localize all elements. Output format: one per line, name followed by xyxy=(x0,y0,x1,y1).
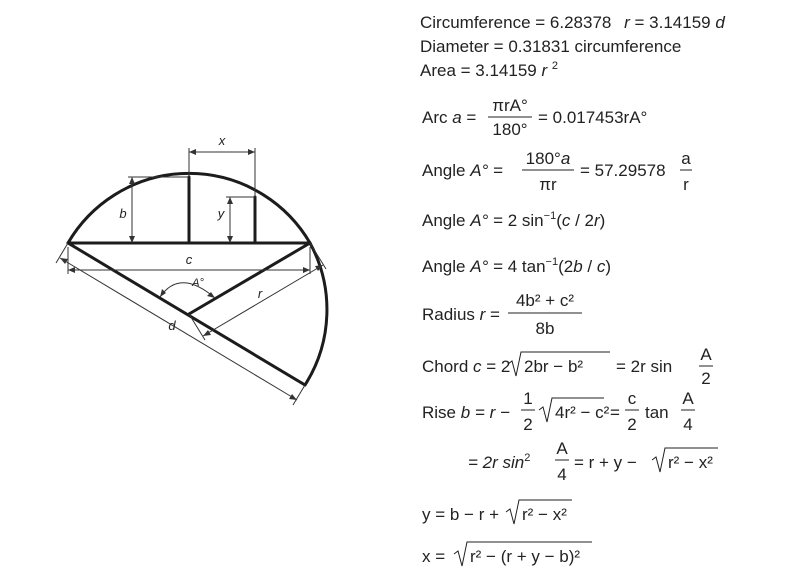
svg-text:Angle A° =: Angle A° = xyxy=(422,161,503,180)
svg-text:a: a xyxy=(681,149,691,168)
svg-text:4b² + c²: 4b² + c² xyxy=(515,291,575,310)
radius-formula xyxy=(422,291,582,338)
label-y: y xyxy=(217,206,225,221)
svg-text:4: 4 xyxy=(683,415,693,434)
svg-text:A: A xyxy=(682,389,694,408)
svg-text:Arc a =: Arc a = xyxy=(422,108,477,127)
svg-text:4: 4 xyxy=(557,465,567,484)
area-formula: Area = 3.14159 r $^2$ xyxy=(420,60,558,80)
circumference-formula: Circumference = 6.28378 r = 3.14159 d xyxy=(420,13,725,32)
svg-text:= 57.29578: = 57.29578 xyxy=(580,161,666,180)
label-b: b xyxy=(119,206,127,221)
svg-text:Chord c = 2: Chord c = 2 xyxy=(422,357,511,376)
svg-text:Radius r =: Radius r = xyxy=(422,305,500,324)
svg-text:r² − (r + y − b)²: r² − (r + y − b)² xyxy=(470,547,581,566)
chord-formula xyxy=(422,345,713,388)
svg-text:c: c xyxy=(627,389,637,408)
label-r: r xyxy=(257,286,263,301)
svg-text:= 2r sin2: = 2r $\sin^2$ xyxy=(468,452,531,472)
svg-text:πr: πr xyxy=(539,175,557,194)
svg-text:Rise b = r −: Rise b = r − xyxy=(422,403,510,422)
svg-text:1: 1 xyxy=(523,389,533,408)
svg-text:2br − b²: 2br − b² xyxy=(524,357,584,376)
svg-text:tan: tan xyxy=(645,403,669,422)
svg-text:r: r xyxy=(683,175,689,194)
svg-text:r² − x²: r² − x² xyxy=(668,453,713,472)
arc-formula xyxy=(422,96,647,139)
svg-text:180°a: 180°a xyxy=(525,149,571,168)
svg-text:= 0.017453rA°: = 0.017453rA° xyxy=(538,108,648,127)
x-formula xyxy=(422,542,592,566)
rise-formula xyxy=(422,389,695,434)
diameter-formula: Diameter = 0.31831 circumference xyxy=(420,37,682,56)
svg-text:180°: 180° xyxy=(492,120,528,139)
svg-text:8b: 8b xyxy=(535,319,555,338)
svg-text:= 2r sin: = 2r sin xyxy=(616,357,673,376)
angle-formula-1 xyxy=(422,149,692,194)
svg-text:2: 2 xyxy=(701,369,711,388)
svg-text:A: A xyxy=(700,345,712,364)
label-x: x xyxy=(218,133,226,148)
rise-formula-continued xyxy=(468,439,718,484)
svg-text:= r + y −: = r + y − xyxy=(574,453,637,472)
y-formula xyxy=(422,500,572,524)
svg-text:A: A xyxy=(556,439,568,458)
svg-text:x =: x = xyxy=(422,547,446,566)
label-angle: A° xyxy=(192,277,204,289)
svg-text:=: = xyxy=(610,403,620,422)
angle-formula-2: Angle A° = 2 $\sin^{-1}(c / 2r)$ xyxy=(422,210,606,230)
svg-text:2: 2 xyxy=(523,415,533,434)
svg-text:r² − x²: r² − x² xyxy=(522,505,567,524)
svg-text:4r² − c²: 4r² − c² xyxy=(555,403,610,422)
svg-text:2: 2 xyxy=(627,415,637,434)
angle-formula-3: Angle A° = 4 $\tan^{-1}(2b / c)$ xyxy=(422,256,612,276)
label-c: c xyxy=(185,252,193,267)
svg-text:y = b − r +: y = b − r + xyxy=(422,505,500,524)
svg-text:πrA°: πrA° xyxy=(492,96,528,115)
label-d: d xyxy=(168,318,176,333)
